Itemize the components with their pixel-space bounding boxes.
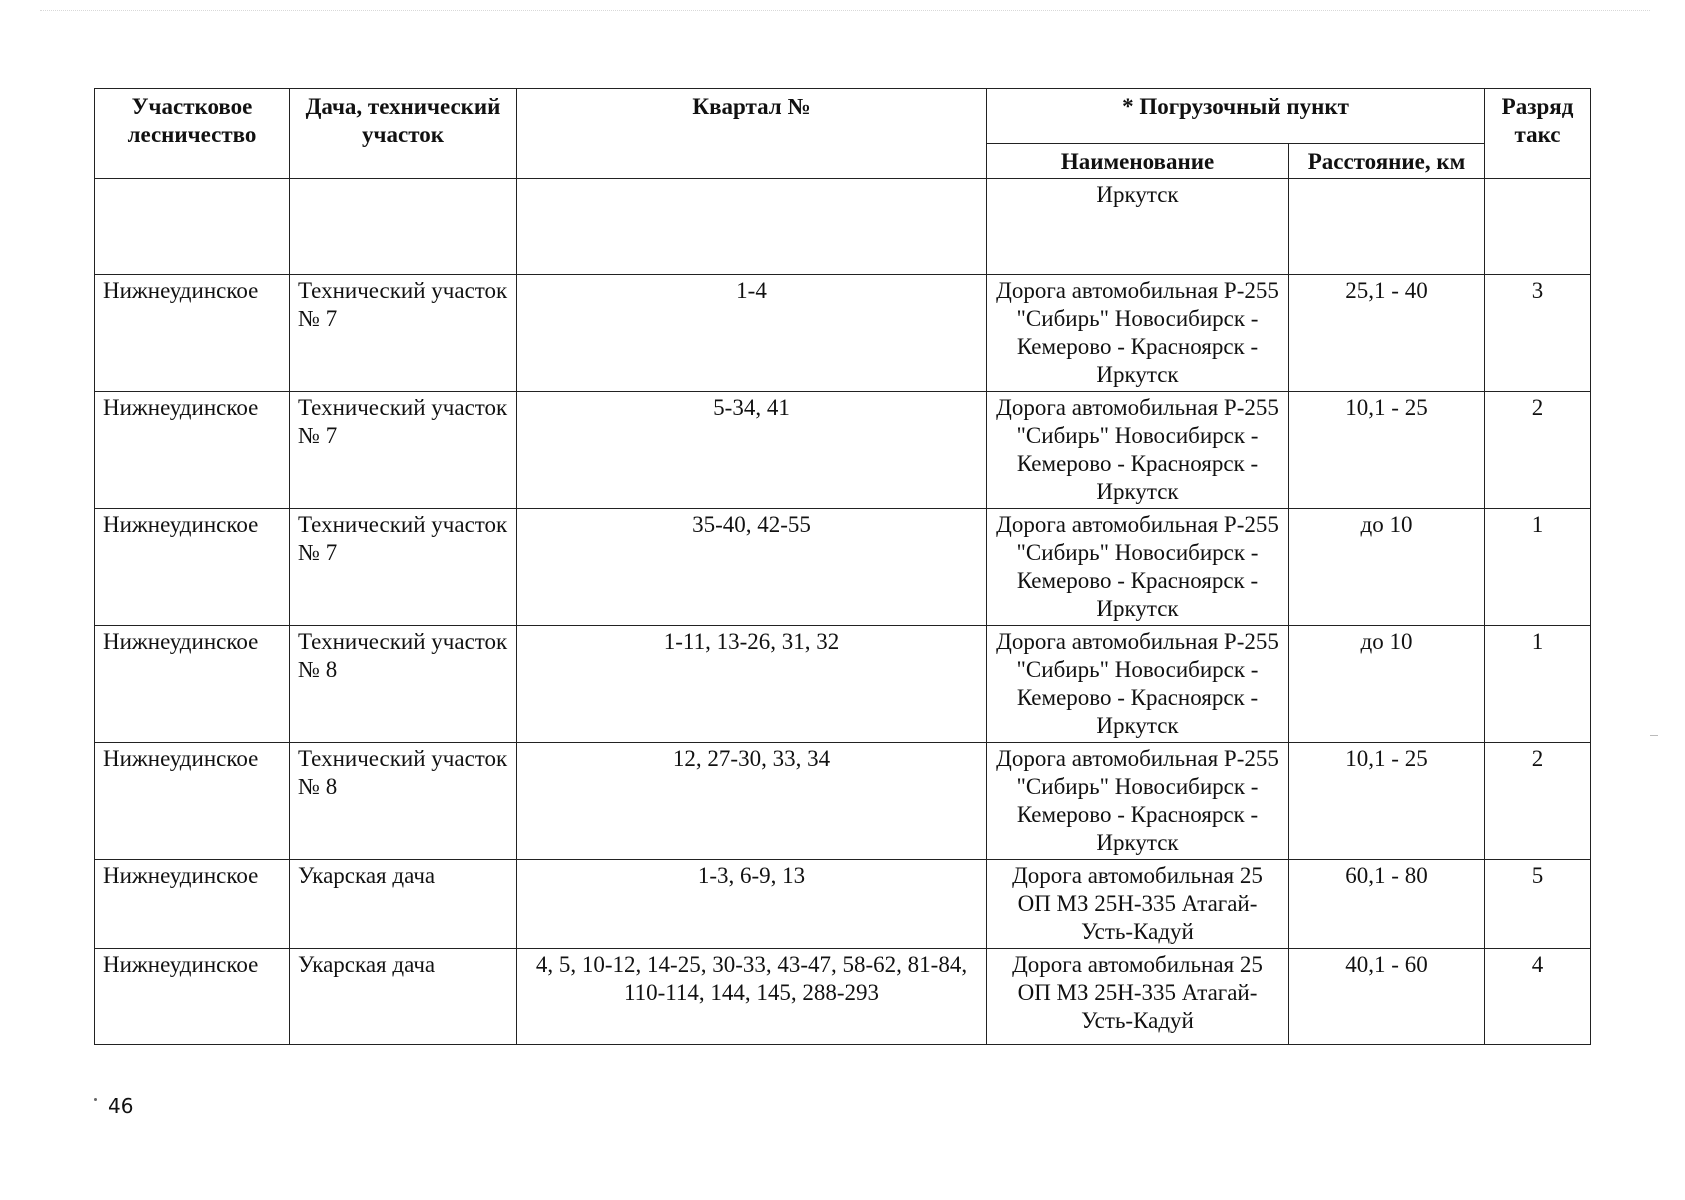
cell-kvartal: 1-11, 13-26, 31, 32	[517, 626, 987, 743]
cell-kvartal: 12, 27-30, 33, 34	[517, 743, 987, 860]
cell-loading-name: Дорога автомобильная 25 ОП МЗ 25Н-335 Атагай-Усть-Кадуй	[987, 860, 1289, 949]
header-name: Наименование	[987, 144, 1289, 179]
cell-district: Нижнеудинское	[95, 275, 290, 392]
table-row	[95, 860, 1591, 949]
cell-rank	[1485, 179, 1591, 275]
cell-loading-name: Дорога автомобильная Р-255 "Сибирь" Новосибирск - Кемерово - Красноярск - Иркутск	[987, 626, 1289, 743]
cell-loading-name: Дорога автомобильная Р-255 "Сибирь" Новосибирск - Кемерово - Красноярск - Иркутск	[987, 509, 1289, 626]
cell-kvartal: 1-4	[517, 275, 987, 392]
cell-kvartal: 35-40, 42-55	[517, 509, 987, 626]
cell-kvartal	[517, 179, 987, 275]
header-rank: Разряд такс	[1485, 89, 1591, 179]
cell-rank: 2	[1485, 392, 1591, 509]
cell-distance: 40,1 - 60	[1289, 949, 1485, 1045]
cell-loading-name: Дорога автомобильная 25 ОП МЗ 25Н-335 Атагай-Усть-Кадуй	[987, 949, 1289, 1045]
cell-kvartal: 4, 5, 10-12, 14-25, 30-33, 43-47, 58-62, 81-84, 110-114, 144, 145, 288-293	[517, 949, 987, 1045]
cell-dacha	[290, 179, 517, 275]
cell-kvartal: 5-34, 41	[517, 392, 987, 509]
cell-district: Нижнеудинское	[95, 509, 290, 626]
cell-rank: 3	[1485, 275, 1591, 392]
table-row	[95, 275, 1591, 392]
table-row	[95, 949, 1591, 1045]
header-distance: Расстояние, км	[1289, 144, 1485, 179]
cell-rank: 4	[1485, 949, 1591, 1045]
cell-distance: 60,1 - 80	[1289, 860, 1485, 949]
cell-distance: 25,1 - 40	[1289, 275, 1485, 392]
cell-district	[95, 179, 290, 275]
cell-loading-name: Дорога автомобильная Р-255 "Сибирь" Новосибирск - Кемерово - Красноярск - Иркутск	[987, 392, 1289, 509]
header-kvartal: Квартал №	[517, 89, 987, 179]
cell-rank: 1	[1485, 626, 1591, 743]
cell-distance: до 10	[1289, 509, 1485, 626]
cell-loading-name: Дорога автомобильная Р-255 "Сибирь" Новосибирск - Кемерово - Красноярск - Иркутск	[987, 275, 1289, 392]
cell-district: Нижнеудинское	[95, 949, 290, 1045]
cell-loading-name: Иркутск	[987, 179, 1289, 275]
header-loading-point: * Погрузочный пункт	[987, 89, 1485, 144]
cell-dacha: Технический участок № 7	[290, 275, 517, 392]
cell-distance	[1289, 179, 1485, 275]
cell-dacha: Укарская дача	[290, 949, 517, 1045]
header-dacha: Дача, технический участок	[290, 89, 517, 179]
table-row	[95, 743, 1591, 860]
cell-rank: 2	[1485, 743, 1591, 860]
cell-district: Нижнеудинское	[95, 860, 290, 949]
table-row	[95, 509, 1591, 626]
cell-distance: 10,1 - 25	[1289, 392, 1485, 509]
cell-dacha: Технический участок № 7	[290, 392, 517, 509]
scan-artifact-mark	[1650, 735, 1658, 736]
page-number: 46	[108, 1094, 134, 1118]
table-row	[95, 392, 1591, 509]
cell-rank: 5	[1485, 860, 1591, 949]
cell-distance: 10,1 - 25	[1289, 743, 1485, 860]
cell-dacha: Технический участок № 8	[290, 626, 517, 743]
table-row-continuation	[95, 179, 1591, 275]
cell-loading-name: Дорога автомобильная Р-255 "Сибирь" Новосибирск - Кемерово - Красноярск - Иркутск	[987, 743, 1289, 860]
table-row	[95, 626, 1591, 743]
scan-dot	[94, 1098, 97, 1101]
cell-dacha: Технический участок № 8	[290, 743, 517, 860]
cell-dacha: Укарская дача	[290, 860, 517, 949]
cell-rank: 1	[1485, 509, 1591, 626]
header-district: Участковое лесничество	[95, 89, 290, 179]
cell-kvartal: 1-3, 6-9, 13	[517, 860, 987, 949]
cell-dacha: Технический участок № 7	[290, 509, 517, 626]
cell-district: Нижнеудинское	[95, 626, 290, 743]
cell-district: Нижнеудинское	[95, 743, 290, 860]
scan-artifact-line	[40, 10, 1650, 11]
cell-distance: до 10	[1289, 626, 1485, 743]
cell-district: Нижнеудинское	[95, 392, 290, 509]
forest-taxation-table	[94, 88, 1591, 1045]
